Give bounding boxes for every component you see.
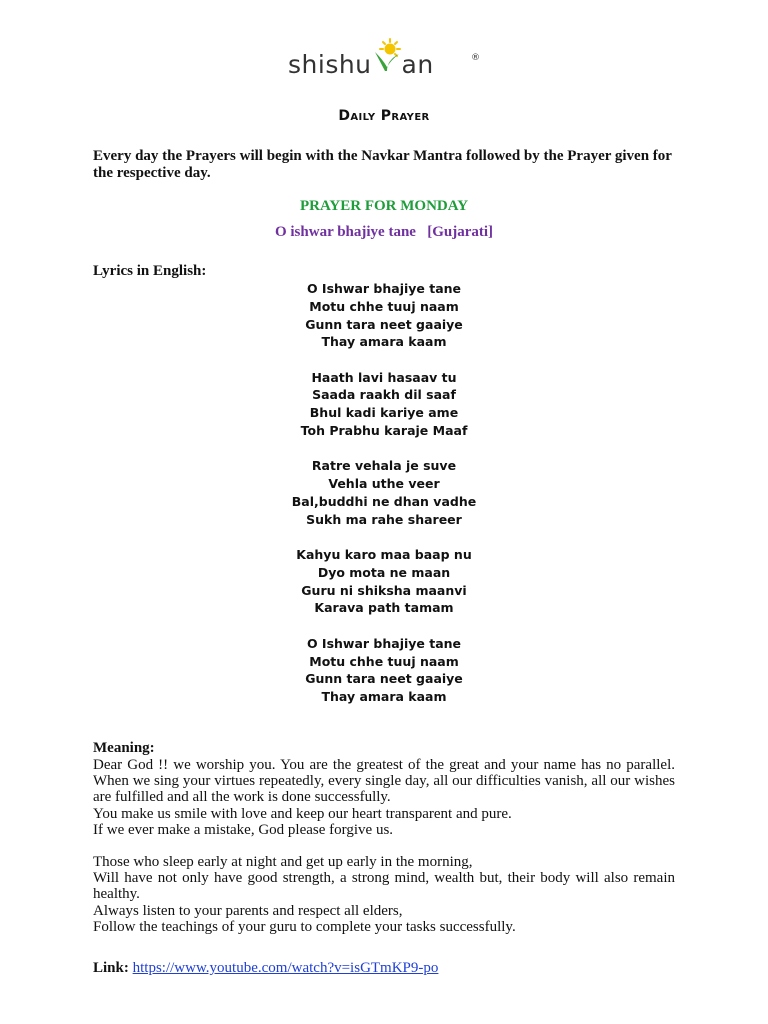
- registered-mark: ®: [471, 53, 480, 63]
- prayer-subtitle: O ishwar bhajiye tane [Gujarati]: [274, 224, 494, 240]
- lyric-line: Karava path tamam: [314, 600, 454, 616]
- lyric-line: Sukh ma rahe shareer: [306, 511, 462, 527]
- lyric-line: Toh Prabhu karaje Maaf: [300, 423, 468, 439]
- intro-text: Every day the Prayers will begin with the Navkar Mantra followed by the Prayer given for the respective day.: [93, 148, 672, 181]
- lyric-line: Gunn tara neet gaaiye: [305, 316, 463, 332]
- lyric-line: Guru ni shiksha maanvi: [301, 582, 467, 598]
- page-title: Daily Prayer: [338, 108, 430, 124]
- logo-text-before: shishu: [288, 50, 372, 79]
- lyric-line: Vehla uthe veer: [328, 476, 440, 492]
- stanza: [0, 280, 768, 351]
- lyric-line: O Ishwar bhajiye tane: [306, 281, 462, 296]
- meaning-line: Will have not only have good strength, a strong mind, wealth but, their body will also remain healthy.: [93, 870, 675, 903]
- stanza: [0, 635, 768, 706]
- meaning-line: Follow the teachings of your guru to complete your tasks successfully.: [93, 918, 516, 935]
- lyric-line: Thay amara kaam: [321, 334, 447, 350]
- lyric-line: Dyo mota ne maan: [317, 564, 451, 580]
- paragraph-gap: [93, 838, 675, 854]
- lyric-line: Motu chhe tuuj naam: [309, 298, 459, 314]
- prayer-day-heading: PRAYER FOR MONDAY: [299, 198, 469, 214]
- lyric-line: Bhul kadi kariye ame: [309, 405, 459, 421]
- link-row: [93, 960, 438, 977]
- link-label: Link:: [93, 960, 129, 976]
- logo-sun-v-icon: [372, 50, 402, 78]
- lyric-line: Motu chhe tuuj naam: [309, 653, 459, 669]
- meaning-label: Meaning:: [93, 740, 155, 756]
- lyrics-label: Lyrics in English:: [93, 263, 207, 279]
- lyric-line: Ratre vehala je suve: [311, 458, 457, 474]
- lyric-line: Bal,buddhi ne dhan vadhe: [291, 493, 477, 509]
- meaning-line: Those who sleep early at night and get up early in the morning,: [93, 854, 473, 871]
- lyric-line: Kahyu karo maa baap nu: [296, 547, 472, 563]
- meaning-line: Dear God !! we worship you. You are the greatest of the great and your name has no parallel. When we sing your virtues repeatedly, every single day, all our difficulties vanish, all our wishes are fulfilled and all the work is done successfully.: [93, 757, 675, 806]
- meaning-line: You make us smile with love and keep our heart transparent and pure.: [93, 805, 512, 822]
- lyric-line: O Ishwar bhajiye tane: [306, 635, 462, 651]
- lyric-line: Saada raakh dil saaf: [312, 387, 456, 403]
- lyric-line: Gunn tara neet gaaiye: [305, 671, 463, 687]
- lyric-line: Haath lavi hasaav tu: [311, 369, 457, 385]
- lyrics-block: [0, 280, 768, 723]
- logo-wordmark: [288, 50, 434, 79]
- lyric-line: Thay amara kaam: [321, 689, 447, 705]
- shishuvan-logo: [288, 34, 488, 84]
- youtube-link[interactable]: https://www.youtube.com/watch?v=isGTmKP9-po: [132, 960, 439, 976]
- stanza: [0, 369, 768, 440]
- logo-text-after: an: [401, 50, 434, 79]
- meaning-text: [93, 757, 675, 935]
- meaning-line: Always listen to your parents and respect all elders,: [93, 902, 403, 919]
- stanza: [0, 546, 768, 617]
- stanza: [0, 457, 768, 528]
- meaning-line: If we ever make a mistake, God please forgive us.: [93, 821, 394, 838]
